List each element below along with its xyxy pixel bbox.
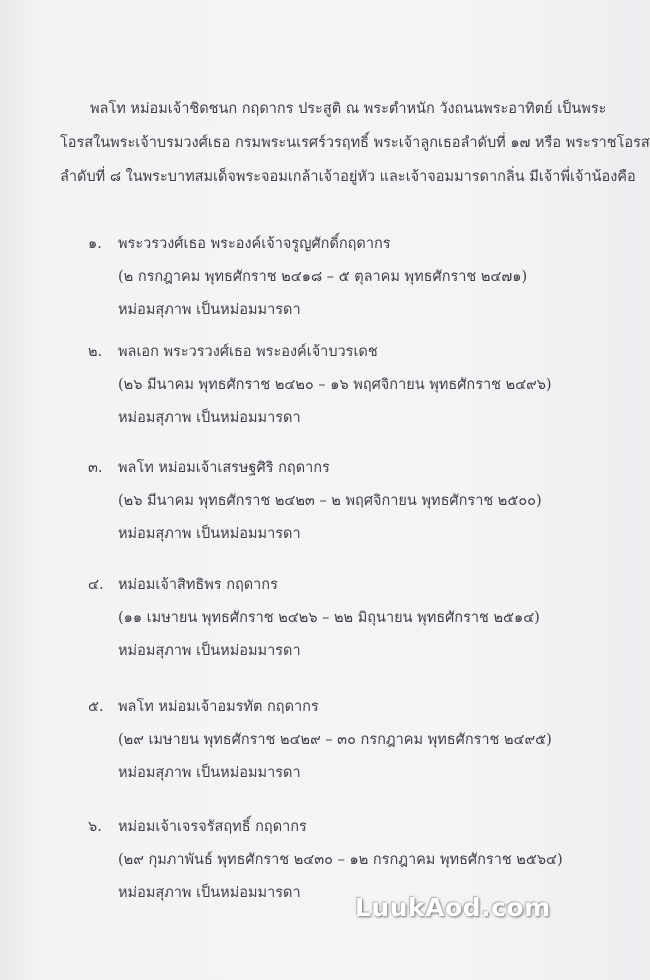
entry-dates: (๒๙ กุมภาพันธ์ พุทธศักราช ๒๔๓๐ – ๑๒ กรกฎาคม พุทธศักราช ๒๕๖๔) [118, 852, 563, 868]
entry-dates: (๒๙ เมษายน พุทธศักราช ๒๔๒๙ – ๓๐ กรกฎาคม พุทธศักราช ๒๔๙๕) [118, 732, 552, 748]
child-entry [88, 336, 608, 435]
entry-mother: หม่อมสุภาพ เป็นหม่อมมารดา [118, 302, 301, 318]
entry-mother: หม่อมสุภาพ เป็นหม่อมมารดา [118, 526, 301, 542]
entry-number: ๓. [88, 460, 103, 476]
entry-name: หม่อมเจ้าสิทธิพร กฤดากร [118, 577, 278, 593]
child-entry [88, 691, 608, 790]
entry-name: พลโท หม่อมเจ้าเสรษฐศิริ กฤดากร [118, 460, 330, 476]
entry-number: ๒. [88, 344, 103, 360]
entry-name: พลเอก พระวรวงศ์เธอ พระองค์เจ้าบวรเดช [118, 344, 378, 360]
entry-number: ๔. [88, 577, 104, 593]
entry-number: ๖. [88, 819, 102, 835]
entry-mother: หม่อมสุภาพ เป็นหม่อมมารดา [118, 765, 301, 781]
intro-line: พลโท หม่อมเจ้าชิดชนก กฤดากร ประสูติ ณ พระตำหนัก วังถนนพระอาทิตย์ เป็นพระ [90, 101, 607, 117]
entry-mother: หม่อมสุภาพ เป็นหม่อมมารดา [118, 885, 301, 901]
intro-line: โอรสในพระเจ้าบรมวงศ์เธอ กรมพระนเรศร์วรฤทธิ์ พระเจ้าลูกเธอลำดับที่ ๑๗ หรือ พระราชโอรส [60, 135, 650, 151]
entry-number: ๑. [88, 236, 102, 252]
child-entry [88, 452, 608, 551]
watermark-logo: LuukAod.com [355, 893, 551, 922]
entry-name: พลโท หม่อมเจ้าอมรทัต กฤดากร [118, 699, 319, 715]
child-entry [88, 228, 608, 327]
child-entry [88, 569, 608, 668]
intro-paragraph [60, 92, 650, 194]
entry-dates: (๒๖ มีนาคม พุทธศักราช ๒๔๒๓ – ๒ พฤศจิกายน พุทธศักราช ๒๕๐๐) [118, 493, 542, 509]
entry-name: หม่อมเจ้าเจรจรัสฤทธิ์ กฤดากร [118, 819, 307, 835]
entry-mother: หม่อมสุภาพ เป็นหม่อมมารดา [118, 410, 301, 426]
entry-number: ๕. [88, 699, 104, 715]
entry-dates: (๑๑ เมษายน พุทธศักราช ๒๔๒๖ – ๒๒ มิถุนายน พุทธศักราช ๒๕๑๔) [118, 610, 540, 626]
entry-dates: (๒๖ มีนาคม พุทธศักราช ๒๔๒๐ – ๑๖ พฤศจิกายน พุทธศักราช ๒๔๙๖) [118, 377, 552, 393]
entry-dates: (๒ กรกฎาคม พุทธศักราช ๒๔๑๘ – ๕ ตุลาคม พุทธศักราช ๒๔๗๑) [118, 269, 528, 285]
entry-mother: หม่อมสุภาพ เป็นหม่อมมารดา [118, 643, 301, 659]
intro-line: ลำดับที่ ๘ ในพระบาทสมเด็จพระจอมเกล้าเจ้าอยู่หัว และเจ้าจอมมารดากลิ่น มีเจ้าพี่เจ้าน้องคือ [60, 169, 636, 185]
entry-name: พระวรวงศ์เธอ พระองค์เจ้าจรูญศักดิ์กฤดากร [118, 236, 391, 252]
